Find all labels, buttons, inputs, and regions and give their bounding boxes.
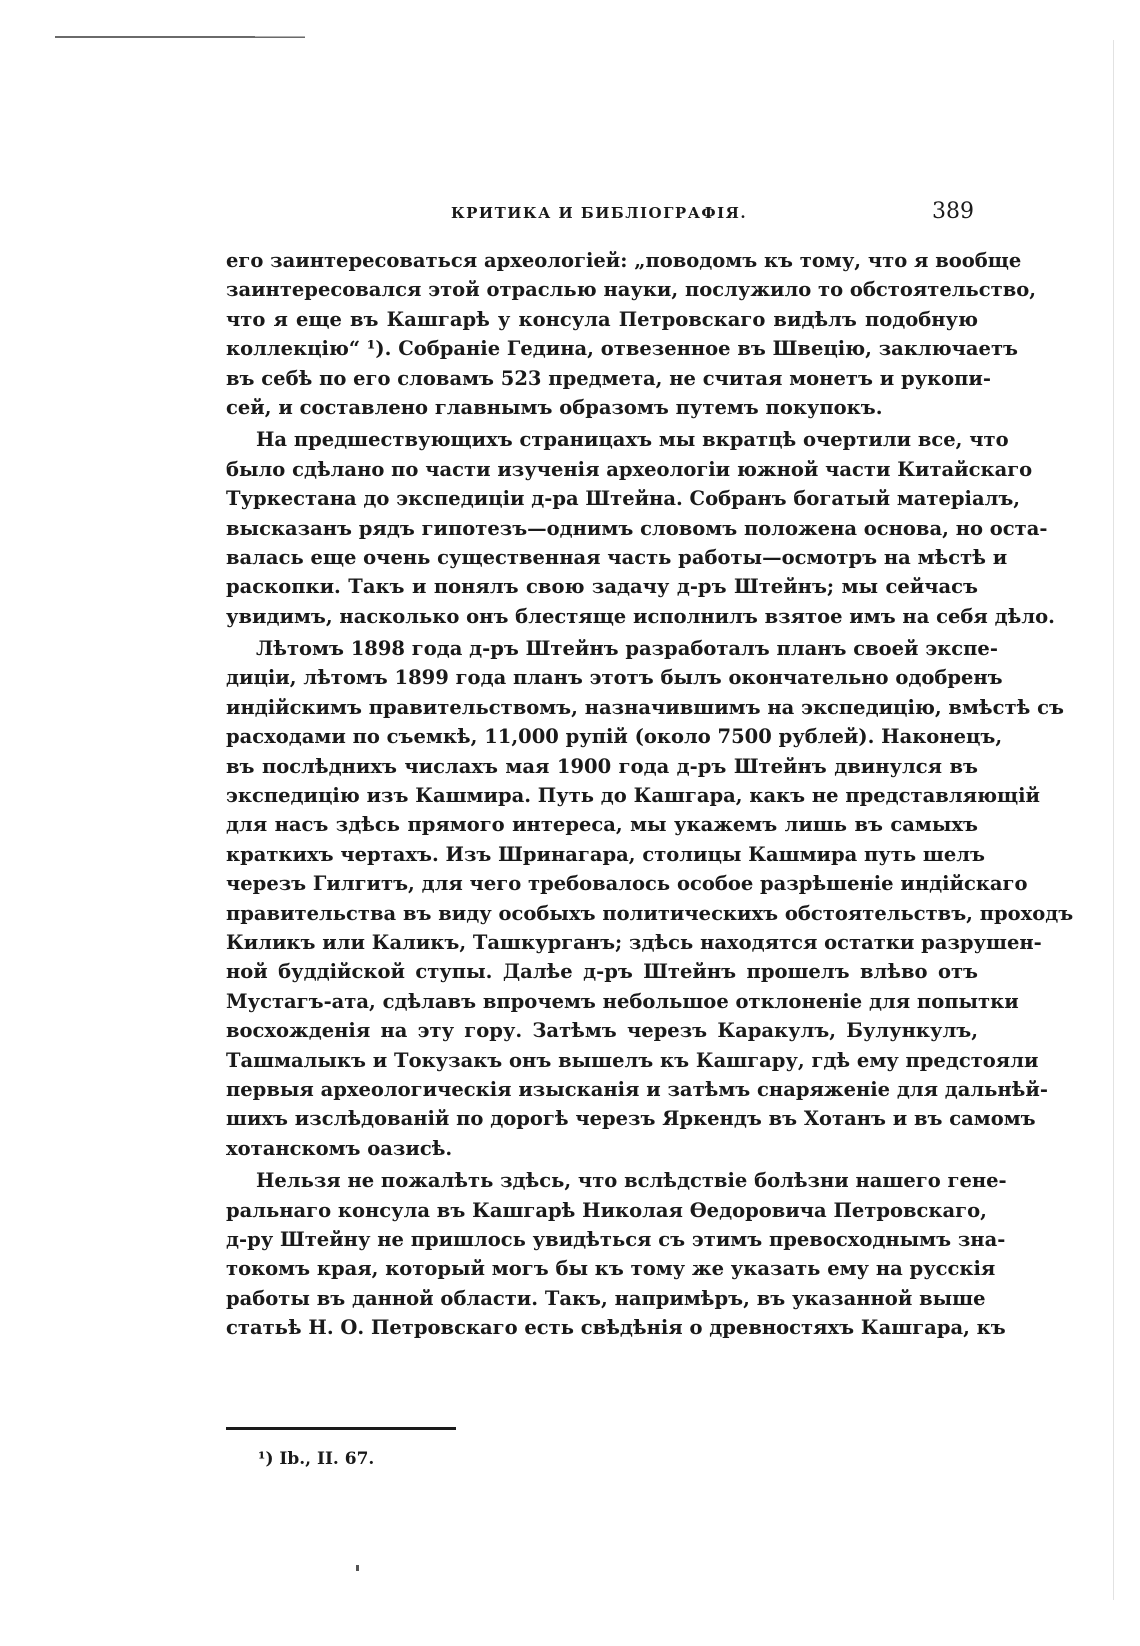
text-line: увидимъ, насколько онъ блестяще исполнилъ взятое имъ на себя дѣло. bbox=[226, 604, 1055, 628]
paragraph bbox=[226, 425, 1055, 631]
paragraph bbox=[226, 246, 1037, 422]
footnote-rule bbox=[226, 1427, 456, 1430]
text-line: ральнаго консула въ Кашгарѣ Николая Ѳедоровича Петровскаго, bbox=[226, 1198, 987, 1222]
text-line: токомъ края, который могъ бы къ тому же указать ему на русскія bbox=[226, 1257, 996, 1281]
text-line: что я еще въ Кашгарѣ у консула Петровскаго видѣлъ подобную bbox=[226, 307, 978, 331]
body-text bbox=[226, 246, 1074, 1342]
text-line: расходами по съемкѣ, 11,000 рупій (около 7500 рублей). Наконецъ, bbox=[226, 725, 1003, 749]
text-line: было сдѣлано по части изученія археологіи южной части Китайскаго bbox=[226, 457, 1033, 481]
text-line: ной буддійской ступы. Далѣе д-ръ Штейнъ прошелъ влѣво отъ bbox=[226, 960, 978, 984]
text-line: диціи, лѣтомъ 1899 года планъ этотъ былъ окончательно одобренъ bbox=[226, 666, 1003, 690]
text-line: раскопки. Такъ и понялъ свою задачу д-ръ Штейнъ; мы сейчасъ bbox=[226, 575, 978, 599]
page-header bbox=[226, 199, 978, 228]
text-line: Ташмалыкъ и Токузакъ онъ вышелъ къ Кашгару, гдѣ ему предстояли bbox=[226, 1048, 1039, 1072]
text-line: индійскимъ правительствомъ, назначившимъ на экспедицію, вмѣстѣ съ bbox=[226, 695, 1064, 719]
text-line: Мустагъ-ата, сдѣлавъ впрочемъ небольшое отклоненіе для попытки bbox=[226, 989, 1019, 1013]
text-line: Киликъ или Каликъ, Ташкурганъ; здѣсь находятся остатки разрушен- bbox=[226, 930, 1042, 954]
text-line: краткихъ чертахъ. Изъ Шринагара, столицы Кашмира путь шелъ bbox=[226, 842, 985, 866]
paragraph bbox=[226, 1166, 1007, 1342]
text-line: восхожденія на эту гору. Затѣмъ черезъ Каракулъ, Булункулъ, bbox=[226, 1019, 978, 1043]
text-line: На предшествующихъ страницахъ мы вкратцѣ очертили все, что bbox=[256, 428, 1009, 452]
text-line: шихъ изслѣдованій по дорогѣ черезъ Яркендъ въ Хотанъ и въ самомъ bbox=[226, 1107, 1036, 1131]
text-line: валась еще очень существенная часть работы—осмотръ на мѣстѣ и bbox=[226, 545, 1008, 569]
text-line: высказанъ рядъ гипотезъ—однимъ словомъ положена основа, но оста- bbox=[226, 516, 1048, 540]
text-line: первыя археологическія изысканія и затѣмъ снаряженіе для дальнѣй- bbox=[226, 1077, 1048, 1101]
text-line: хотанскомъ оазисѣ. bbox=[226, 1136, 453, 1160]
text-line: экспедицію изъ Кашмира. Путь до Кашгара, какъ не представляющій bbox=[226, 784, 1040, 808]
scan-edge-line-faint bbox=[255, 36, 305, 37]
scan-speck bbox=[356, 1565, 359, 1571]
text-line: д-ру Штейну не пришлось увидѣться съ этимъ превосходнымъ зна- bbox=[226, 1227, 1006, 1251]
text-line: Нельзя не пожалѣть здѣсь, что вслѣдствіе болѣзни нашего гене- bbox=[256, 1169, 1007, 1193]
page-edge-shadow bbox=[1113, 40, 1114, 1600]
paragraph bbox=[226, 634, 1074, 1163]
text-line: черезъ Гилгитъ, для чего требовалось особое разрѣшеніе индійскаго bbox=[226, 872, 1028, 896]
text-line: его заинтересоваться археологіей: „поводомъ къ тому, что я вообще bbox=[226, 249, 1022, 272]
running-head: КРИТИКА И БИБЛІОГРАФІЯ. bbox=[451, 204, 748, 222]
text-line: Лѣтомъ 1898 года д-ръ Штейнъ разработалъ планъ своей экспе- bbox=[256, 637, 998, 661]
text-line: заинтересовался этой отраслью науки, послужило то обстоятельство, bbox=[226, 278, 1037, 302]
text-line: въ послѣднихъ числахъ мая 1900 года д-ръ Штейнъ двинулся въ bbox=[226, 754, 978, 778]
text-line: работы въ данной области. Такъ, напримѣръ, въ указанной выше bbox=[226, 1286, 986, 1310]
text-line: въ себѣ по его словамъ 523 предмета, не считая монетъ и рукопи- bbox=[226, 366, 991, 390]
text-line: статьѣ Н. О. Петровскаго есть свѣдѣнія о древностяхъ Кашгара, къ bbox=[226, 1316, 1006, 1340]
text-line: сей, и составлено главнымъ образомъ путемъ покупокъ. bbox=[226, 395, 883, 419]
text-line: правительства въ виду особыхъ политическихъ обстоятельствъ, проходъ bbox=[226, 901, 1074, 925]
text-line: для насъ здѣсь прямого интереса, мы укажемъ лишь въ самыхъ bbox=[226, 813, 978, 837]
footnote: ¹) Ib., II. 67. bbox=[258, 1449, 375, 1469]
text-line: коллекцію“ ¹). Собраніе Гедина, отвезенное въ Швецію, заключаетъ bbox=[226, 337, 1018, 361]
text-line: Туркестана до экспедиціи д-ра Штейна. Собранъ богатый матеріалъ, bbox=[226, 487, 1021, 511]
page-number: 389 bbox=[932, 199, 974, 224]
